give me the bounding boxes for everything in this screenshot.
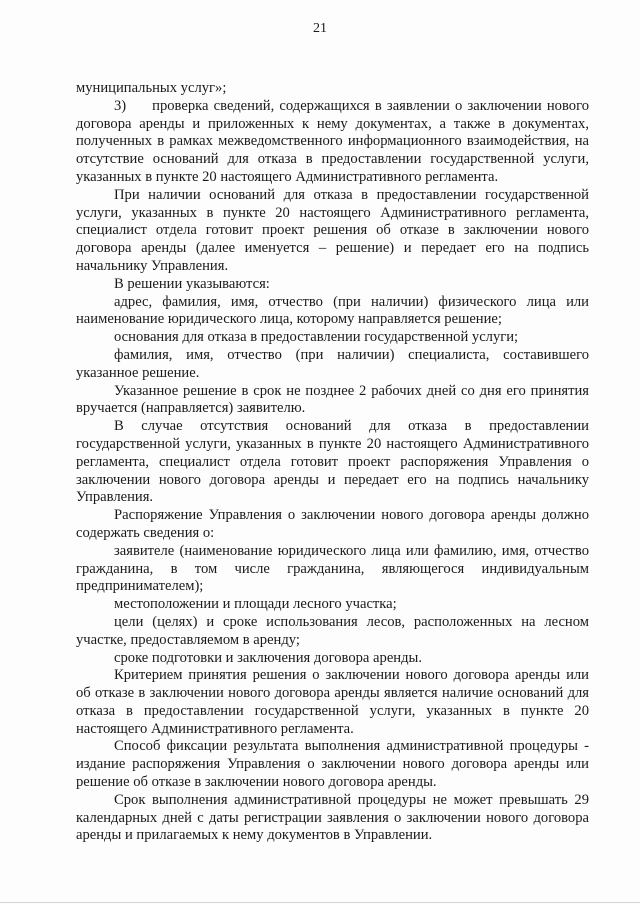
paragraph: 3) проверка сведений, содержащихся в заявлении о заключении нового договора аренды и приложенных к нему документах, а также в документах, полученных в рамках межведомственного информационного взаимодействия, на отсутствие оснований для отказа в предоставлении государственной услуги, указанных в пункте 20 настоящего Административного регламента. — [76, 97, 589, 185]
paragraph: Распоряжение Управления о заключении нового договора аренды должно содержать сведения о: — [76, 507, 589, 541]
paragraph: муниципальных услуг»; — [76, 80, 227, 96]
scan-edge-line — [0, 902, 640, 903]
paragraph: В случае отсутствия оснований для отказа в предоставлении государственной услуги, указанных в пункте 20 настоящего Административного регламента, специалист отдела готовит проект распоряжения Управления о заключении нового договора аренды и передает его на подпись начальнику Управления. — [76, 418, 589, 506]
paragraph: адрес, фамилия, имя, отчество (при наличии) физического лица или наименование юридического лица, которому направляется решение; — [76, 293, 589, 328]
paragraph: фамилия, имя, отчество (при наличии) специалиста, составившего указанное решение. — [76, 346, 589, 381]
body-text — [76, 80, 589, 845]
paragraph: В решении указываются: — [114, 275, 270, 292]
paragraph: цели (целях) и сроке использования лесов, расположенных на лесном участке, предоставляемом в аренду; — [76, 613, 589, 648]
paragraph: Критерием принятия решения о заключении нового договора аренды или об отказе в заключении нового договора аренды является наличие оснований для отказа в предоставлении государственной услуги, указанных в пункте 20 настоящего Административного регламента. — [76, 667, 589, 737]
page-number: 21 — [313, 21, 327, 36]
paragraph: заявителе (наименование юридического лица или фамилию, имя, отчество гражданина, в том числе гражданина, являющегося индивидуальным предпринимателем); — [76, 542, 589, 595]
paragraph: основания для отказа в предоставлении государственной услуги; — [114, 329, 519, 346]
paragraph: Указанное решение в срок не позднее 2 рабочих дней со дня его принятия вручается (направляется) заявителю. — [76, 382, 589, 417]
paragraph: сроке подготовки и заключения договора аренды. — [114, 649, 422, 666]
paragraph: Способ фиксации результата выполнения административной процедуры - издание распоряжения Управления о заключении нового договора аренды или решение об отказе в заключении нового договора аренды. — [76, 738, 589, 791]
paragraph: При наличии оснований для отказа в предоставлении государственной услуги, указанных в пункте 20 настоящего Административного регламента, специалист отдела готовит проект решения об отказе в заключении нового договора аренды (далее именуется – решение) и передает его на подпись начальнику Управления. — [76, 186, 589, 274]
paragraph: Срок выполнения административной процедуры не может превышать 29 календарных дней с даты регистрации заявления о заключении нового договора аренды и прилагаемых к нему документов в Управлении. — [76, 791, 589, 844]
paragraph: местоположении и площади лесного участка; — [114, 596, 397, 613]
